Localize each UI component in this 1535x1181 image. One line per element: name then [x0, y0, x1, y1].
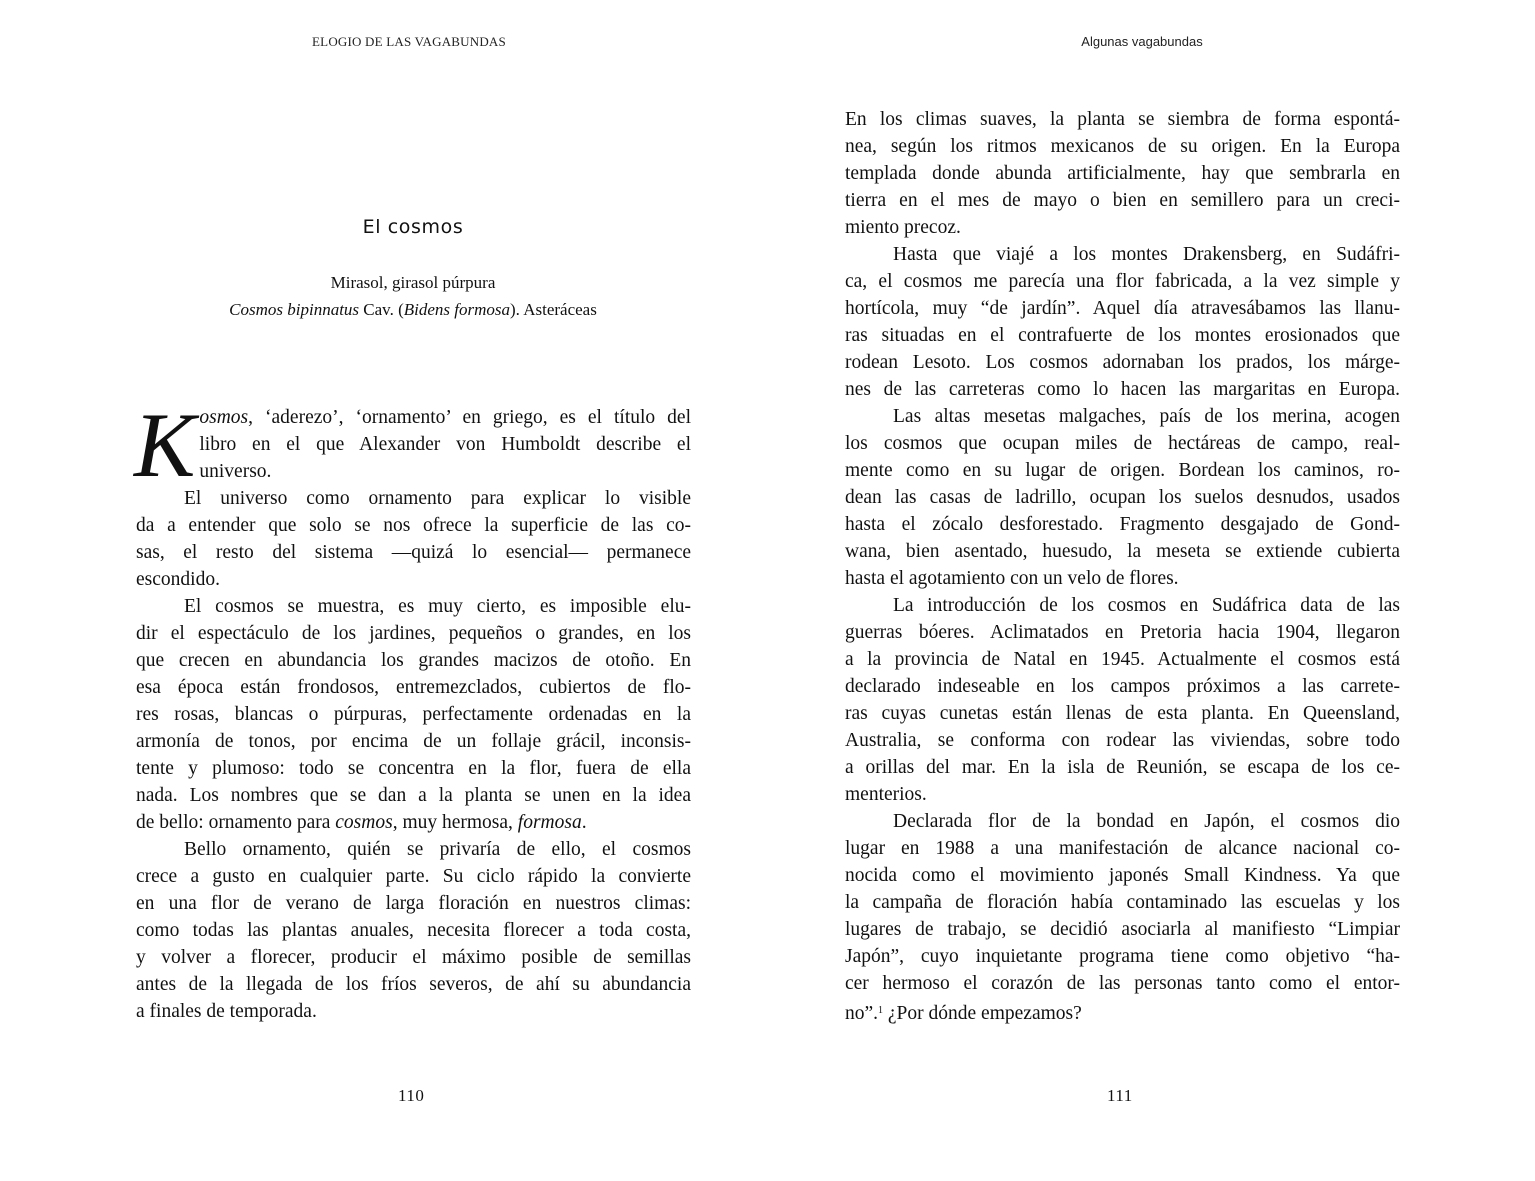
- text-line: da a entender que solo se nos ofrece la superficie de las co-: [136, 515, 691, 536]
- line-text: no”.: [845, 1003, 879, 1024]
- text-line: esa época están frondosos, entremezclados, cubiertos de flo-: [136, 677, 691, 698]
- text-line: y volver a florecer, producir el máximo posible de semillas: [136, 947, 691, 968]
- text-line: en una flor de verano de larga floración en nuestros climas:: [136, 893, 691, 914]
- paragraph-continuation: [845, 430, 1400, 592]
- text-line: declarado indeseable en los campos próximos a las carrete-: [845, 676, 1400, 697]
- right-page: [767, 0, 1535, 1181]
- text-line: menterios.: [845, 784, 927, 805]
- plant-family: ). Asteráceas: [510, 300, 597, 319]
- paragraph-continuation: [845, 268, 1400, 403]
- paragraph: [136, 485, 691, 512]
- left-body-text: [134, 394, 691, 1025]
- text-line: El universo como ornamento para explicar lo visible: [184, 488, 691, 509]
- page-number: 111: [1107, 1086, 1133, 1105]
- paragraph-continuation: [136, 620, 691, 836]
- paragraph: [136, 593, 691, 620]
- paragraph: [845, 808, 1400, 835]
- text-line: como todas las plantas anuales, necesita florecer a toda costa,: [136, 920, 691, 941]
- text-line: Bello ornamento, quién se privaría de ello, el cosmos: [184, 839, 691, 860]
- paragraph: [845, 592, 1400, 619]
- line-text: , muy hermosa,: [392, 812, 518, 833]
- text-line: [845, 997, 1400, 1027]
- text-line: lugar en 1988 a una manifestación de alcance nacional co-: [845, 838, 1400, 859]
- paragraph-continuation: [845, 835, 1400, 1027]
- text-line: rodean Lesoto. Los cosmos adornaban los prados, los márge-: [845, 352, 1400, 373]
- line-text: de bello: ornamento para: [136, 812, 336, 833]
- text-line: hortícola, muy “de jardín”. Aquel día atravesábamos las llanu-: [845, 298, 1400, 319]
- paragraph: [845, 403, 1400, 430]
- paragraph: [134, 394, 691, 496]
- text-line: tente y plumoso: todo se concentra en la flor, fuera de ella: [136, 758, 691, 779]
- paragraph-continued: [845, 106, 1400, 241]
- text-line: lugares de trabajo, se decidió asociarla al manifiesto “Limpiar: [845, 919, 1400, 940]
- drop-cap: K: [134, 394, 196, 496]
- common-names-subtitle: Mirasol, girasol púrpura: [330, 273, 496, 292]
- italic-word: cosmos: [335, 812, 393, 833]
- text-line: mente como en su lugar de origen. Bordean los caminos, ro-: [845, 460, 1400, 481]
- text-line: a finales de temporada.: [136, 1001, 317, 1022]
- line-text: ¿Por dónde empezamos?: [883, 1003, 1082, 1024]
- line-text: .: [581, 812, 587, 833]
- paragraph-continuation: [845, 619, 1400, 808]
- text-line: hasta el agotamiento con un velo de flores.: [845, 568, 1179, 589]
- text-line: antes de la llegada de los fríos severos, de ahí su abundancia: [136, 974, 691, 995]
- text-line: ca, el cosmos me parecía una flor fabricada, a la vez simple y: [845, 271, 1400, 292]
- text-line: El cosmos se muestra, es muy cierto, es imposible elu-: [184, 596, 691, 617]
- text-line: crece a gusto en cualquier parte. Su ciclo rápido la convierte: [136, 866, 691, 887]
- text-line: [136, 809, 691, 836]
- text-line: miento precoz.: [845, 217, 961, 238]
- footnote-reference[interactable]: 1: [878, 1005, 884, 1016]
- scientific-name: Cosmos bipinnatus: [229, 300, 360, 319]
- text-line: En los climas suaves, la planta se siembra de forma espontá-: [845, 109, 1400, 130]
- paragraph: [845, 241, 1400, 268]
- scientific-author: Cav. (: [359, 300, 404, 319]
- text-line: ras situadas en el contrafuerte de los montes erosionados que: [845, 325, 1400, 346]
- text-line: a orillas del mar. En la isla de Reunión, se escapa de los ce-: [845, 757, 1400, 778]
- left-page: [0, 0, 767, 1181]
- chapter-title: El cosmos: [362, 216, 464, 238]
- text-line: dir el espectáculo de los jardines, pequeños o grandes, en los: [136, 623, 691, 644]
- text-line: Australia, se conforma con rodear las viviendas, sobre todo: [845, 730, 1400, 751]
- page-number: 110: [398, 1086, 425, 1105]
- text-line: nea, según los ritmos mexicanos de su origen. En la Europa: [845, 136, 1400, 157]
- text-line: a la provincia de Natal en 1945. Actualmente el cosmos está: [845, 649, 1400, 670]
- italic-word: osmos: [199, 407, 249, 428]
- italic-word: formosa: [517, 812, 582, 833]
- text-line: Las altas mesetas malgaches, país de los merina, acogen: [893, 406, 1400, 427]
- text-line: cer hermoso el corazón de las personas tanto como el entor-: [845, 973, 1400, 994]
- paragraph: [136, 836, 691, 863]
- paragraph-continuation: [136, 863, 691, 1025]
- scientific-name-subtitle: [0, 300, 826, 320]
- line-text: , ‘aderezo’, ‘ornamento’ en griego, es el título del: [248, 407, 691, 428]
- text-line: hasta el zócalo desforestado. Fragmento desgajado de Gond-: [845, 514, 1400, 535]
- text-line: templada donde abunda artificialmente, hay que sembrarla en: [845, 163, 1400, 184]
- text-line: wana, bien asentado, huesudo, la meseta se extiende cubierta: [845, 541, 1400, 562]
- text-line: Japón”, cuyo inquietante programa tiene como objetivo “ha-: [845, 946, 1400, 967]
- scientific-synonym: Bidens formosa: [403, 300, 510, 319]
- text-line: que crecen en abundancia los grandes macizos de otoño. En: [136, 650, 691, 671]
- text-line: libro en el que Alexander von Humboldt describe el: [199, 434, 691, 455]
- text-line: tierra en el mes de mayo o bien en semillero para un creci-: [845, 190, 1400, 211]
- text-line: res rosas, blancas o púrpuras, perfectamente ordenadas en la: [136, 704, 691, 725]
- text-line: dean las casas de ladrillo, ocupan los suelos desnudos, usados: [845, 487, 1400, 508]
- text-line: nocida como el movimiento japonés Small Kindness. Ya que: [845, 865, 1400, 886]
- text-line: escondido.: [136, 569, 220, 590]
- text-line: los cosmos que ocupan miles de hectáreas de campo, real-: [845, 433, 1400, 454]
- right-body-text: [845, 106, 1400, 1027]
- running-head-book-title: ELOGIO DE LAS VAGABUNDAS: [312, 34, 506, 49]
- text-line: Declarada flor de la bondad en Japón, el cosmos dio: [893, 811, 1400, 832]
- text-line: ras cuyas cunetas están llenas de esta planta. En Queensland,: [845, 703, 1400, 724]
- paragraph-continuation: [136, 512, 691, 593]
- text-line: nes de las carreteras como lo hacen las margaritas en Europa.: [845, 379, 1400, 400]
- text-line: La introducción de los cosmos en Sudáfrica data de las: [893, 595, 1400, 616]
- text-line: guerras bóeres. Aclimatados en Pretoria hacia 1904, llegaron: [845, 622, 1400, 643]
- text-line: la campaña de floración había contaminado las escuelas y los: [845, 892, 1400, 913]
- running-head-section-title: Algunas vagabundas: [1081, 34, 1203, 49]
- text-line: sas, el resto del sistema —quizá lo esencial— permanece: [136, 542, 691, 563]
- text-line: [136, 404, 691, 431]
- text-line: Hasta que viajé a los montes Drakensberg, en Sudáfri-: [893, 244, 1400, 265]
- text-line: nada. Los nombres que se dan a la planta se unen en la idea: [136, 785, 691, 806]
- text-line: universo.: [199, 461, 272, 482]
- text-line: armonía de tonos, por encima de un follaje grácil, inconsis-: [136, 731, 691, 752]
